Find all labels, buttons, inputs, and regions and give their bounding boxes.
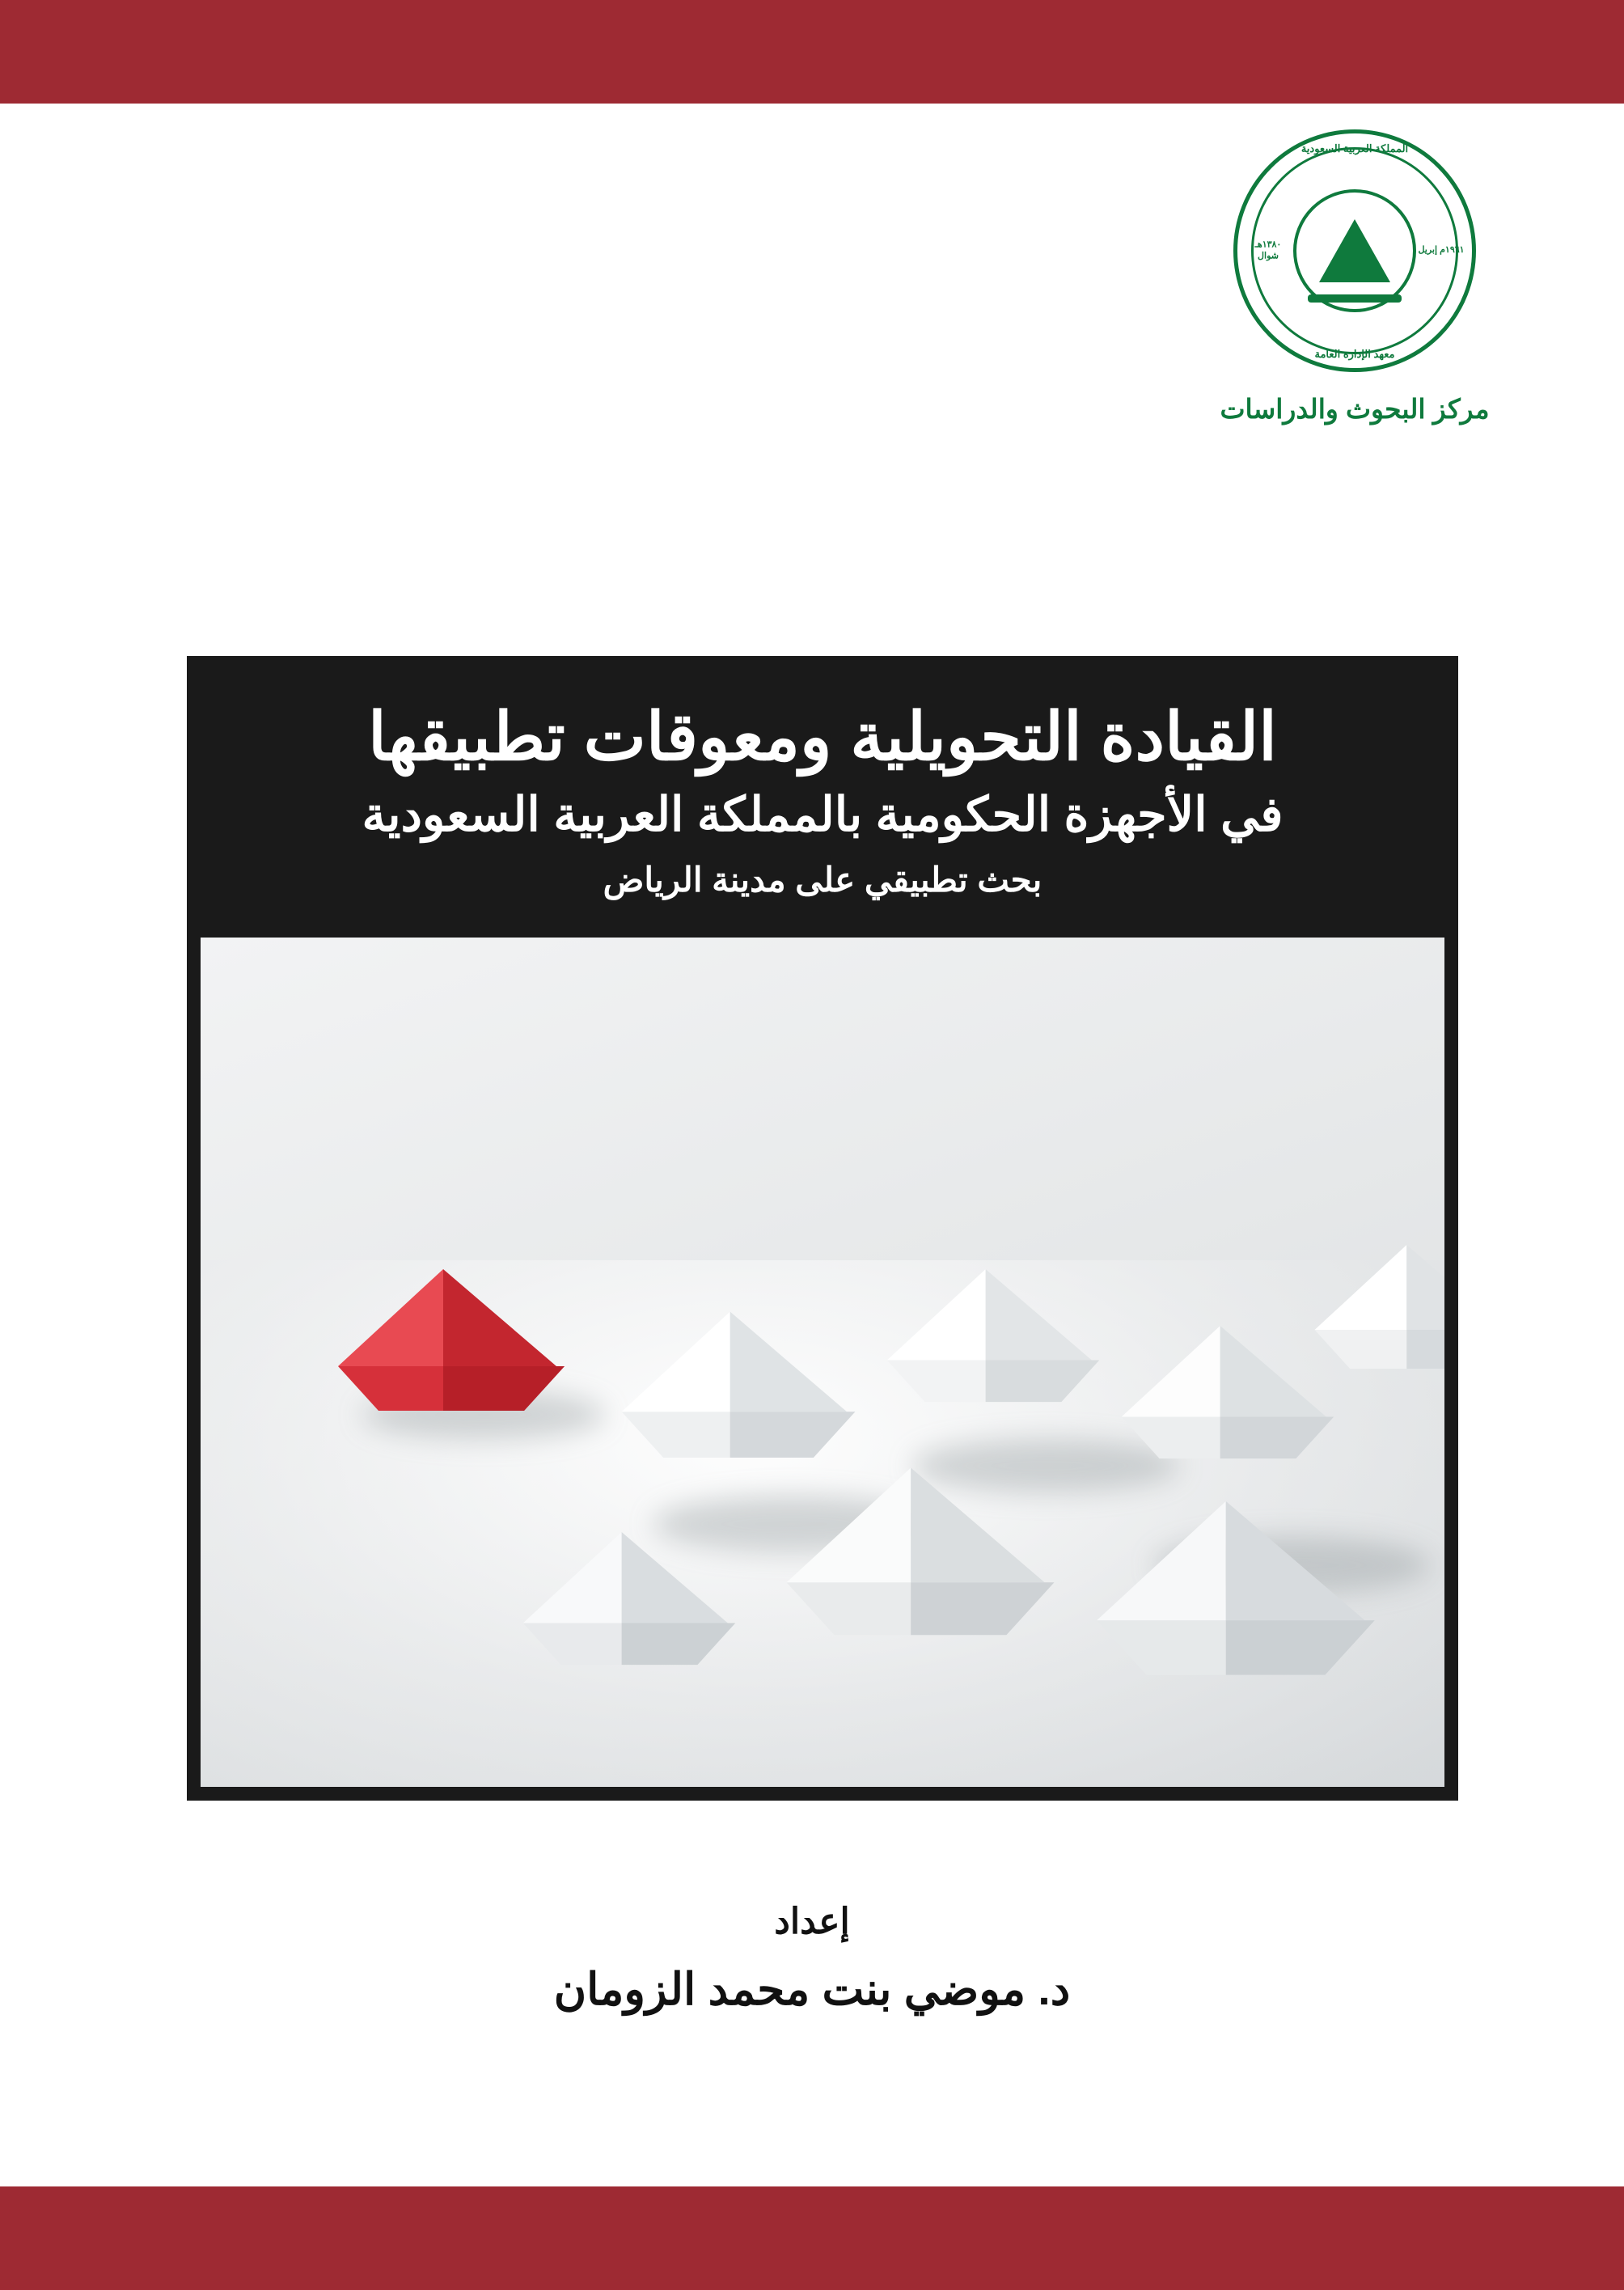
page-subtitle-note: بحث تطبيقي على مدينة الرياض bbox=[603, 860, 1042, 899]
seal-top-text: المملكة العربية السعودية bbox=[1300, 142, 1409, 155]
bottom-color-band bbox=[0, 2186, 1624, 2290]
author-label: إعداد bbox=[774, 1902, 850, 1941]
cover-panel bbox=[188, 657, 1457, 1800]
red-paper-boat-icon bbox=[322, 1245, 581, 1423]
seal-right-text: ١٩٦١م إبريل bbox=[1418, 245, 1465, 256]
author-block bbox=[0, 1901, 1624, 2015]
seal-left-text: ١٣٨٠هـ شوال bbox=[1254, 239, 1282, 260]
palm-tree-icon bbox=[1319, 219, 1390, 282]
white-paper-boat-icon bbox=[1074, 1471, 1398, 1690]
title-box bbox=[188, 657, 1457, 938]
page-subtitle: في الأجهزة الحكومية بالمملكة العربية السعودية bbox=[362, 787, 1284, 841]
page-title: القيادة التحويلية ومعوقات تطبيقها bbox=[368, 701, 1277, 774]
white-paper-boat-icon bbox=[767, 1439, 1074, 1649]
crossed-swords-icon bbox=[1308, 294, 1402, 303]
cover-photograph bbox=[201, 938, 1444, 1787]
top-color-band bbox=[0, 0, 1624, 104]
white-paper-boat-icon bbox=[1300, 1221, 1444, 1382]
white-paper-boat-icon bbox=[508, 1504, 751, 1682]
research-center-caption: مركز البحوث والدراسات bbox=[1220, 394, 1490, 424]
seal-bottom-text: معهد الإدارة العامة bbox=[1314, 348, 1395, 360]
white-paper-boat-icon bbox=[872, 1245, 1114, 1415]
author-name: د. موضي بنت محمد الزومان bbox=[553, 1964, 1071, 2014]
institute-logo-block bbox=[1181, 129, 1529, 425]
institute-seal-icon bbox=[1233, 129, 1476, 372]
